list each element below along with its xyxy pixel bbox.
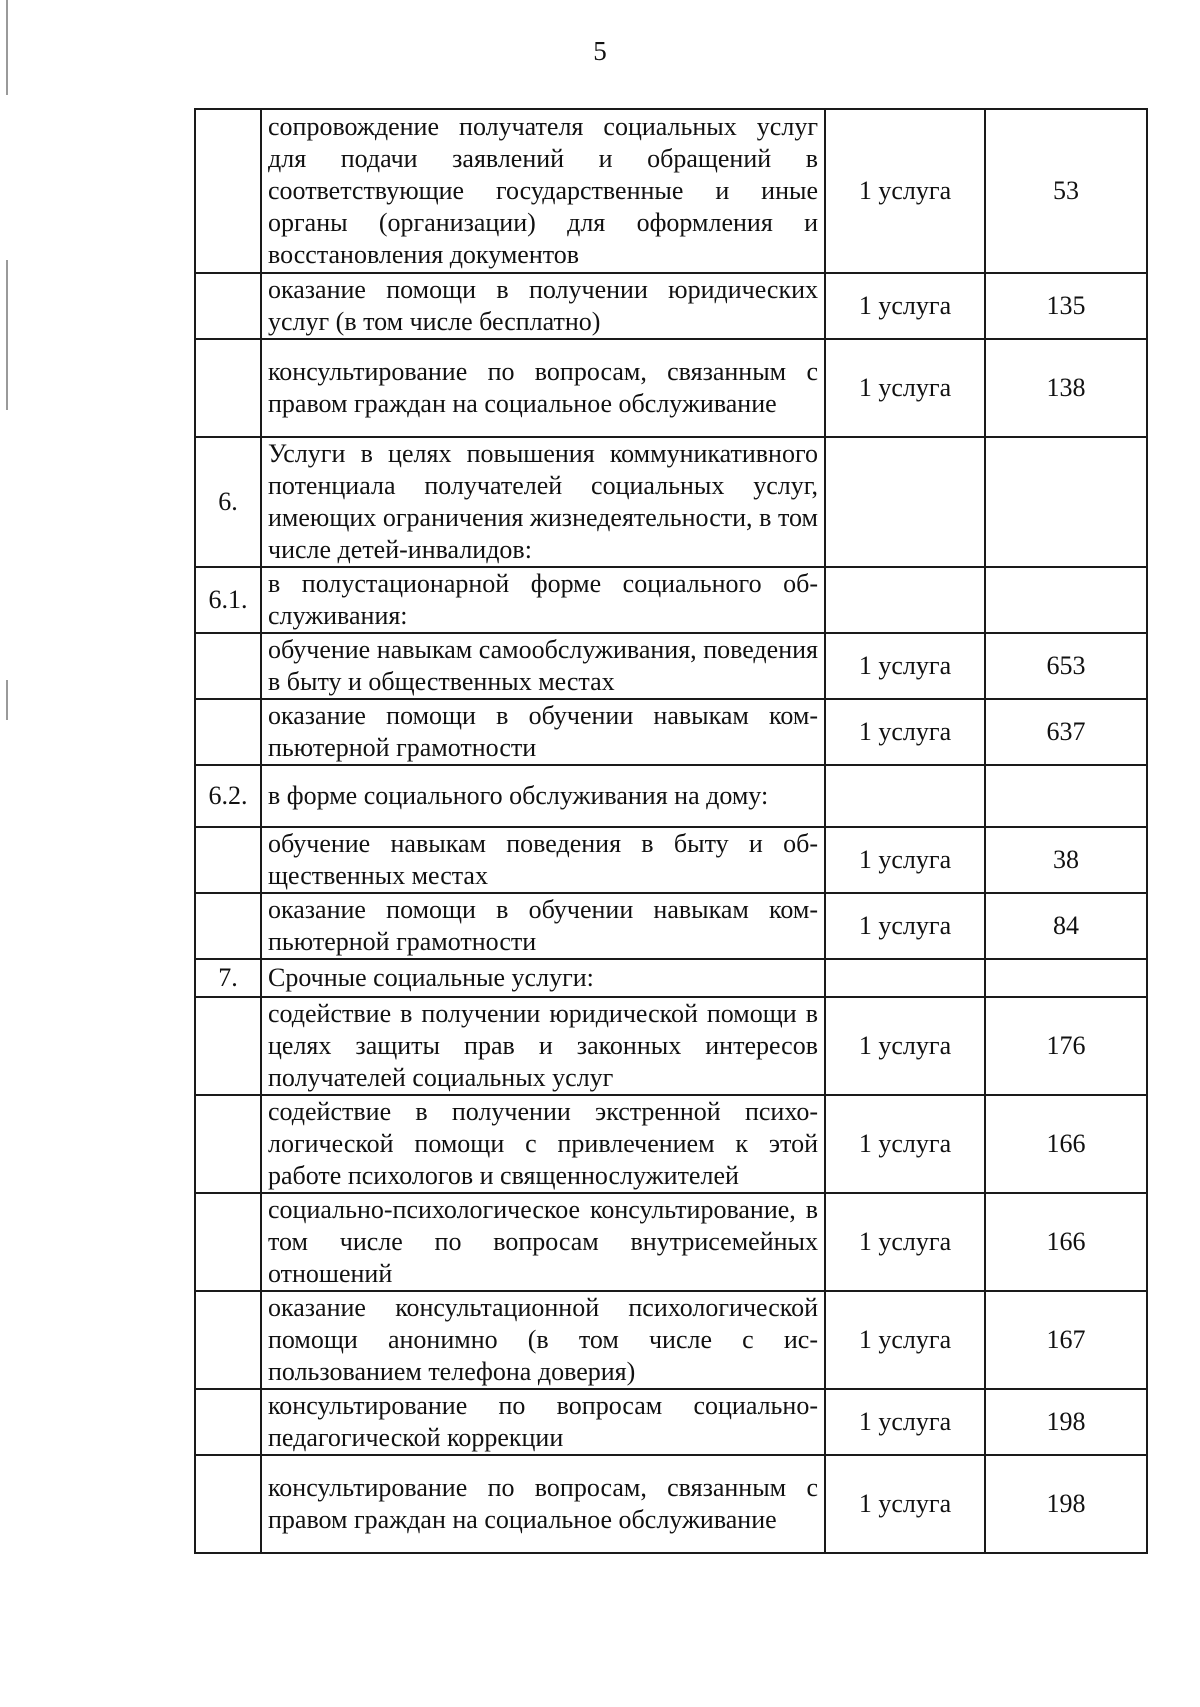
unit-cell: 1 услуга	[825, 699, 985, 765]
unit-cell: 1 услуга	[825, 1389, 985, 1455]
unit-cell: 1 услуга	[825, 339, 985, 437]
unit-cell: 1 услуга	[825, 633, 985, 699]
table-row	[195, 437, 1147, 567]
row-number-cell	[195, 273, 261, 339]
value-cell: 166	[985, 1193, 1147, 1291]
table-row	[195, 339, 1147, 437]
table-row	[195, 959, 1147, 997]
service-description-cell: содействие в получении экстренной психологической помощи с привлечением к этой работе психологов и священнослужителей	[261, 1095, 825, 1193]
value-cell	[985, 437, 1147, 567]
scan-edge-line	[6, 680, 8, 720]
row-number-cell	[195, 827, 261, 893]
row-number-cell: 6.1.	[195, 567, 261, 633]
service-description-cell: сопровождение получателя социальных услуг для подачи заявлений и обращений в соответствующие государственные и иные органы (организации) для оформления и восстановления документов	[261, 109, 825, 273]
unit-cell: 1 услуга	[825, 893, 985, 959]
value-cell	[985, 567, 1147, 633]
unit-cell	[825, 437, 985, 567]
page-number: 5	[593, 36, 607, 66]
row-number-cell	[195, 893, 261, 959]
table-row	[195, 699, 1147, 765]
table-row	[195, 109, 1147, 273]
value-cell: 176	[985, 997, 1147, 1095]
row-number-cell	[195, 1389, 261, 1455]
unit-cell: 1 услуга	[825, 997, 985, 1095]
unit-cell: 1 услуга	[825, 1095, 985, 1193]
value-cell: 653	[985, 633, 1147, 699]
table-row	[195, 273, 1147, 339]
row-number-cell	[195, 1095, 261, 1193]
service-description-cell: консультирование по вопросам социально-педагогической коррекции	[261, 1389, 825, 1455]
value-cell	[985, 959, 1147, 997]
row-number-cell	[195, 633, 261, 699]
row-number-cell	[195, 339, 261, 437]
value-cell	[985, 765, 1147, 827]
unit-cell	[825, 765, 985, 827]
unit-cell: 1 услуга	[825, 1193, 985, 1291]
table-row	[195, 1389, 1147, 1455]
value-cell: 637	[985, 699, 1147, 765]
service-description-cell: Услуги в целях повышения коммуникативного потенциала получателей социальных услуг, имеющих ограничения жизнедеятельности, в том числе детей-инвалидов:	[261, 437, 825, 567]
table-row	[195, 997, 1147, 1095]
value-cell: 38	[985, 827, 1147, 893]
row-number-cell	[195, 699, 261, 765]
service-description-cell: содействие в получении юридической помощи в целях защиты прав и законных интересов получателей социальных услуг	[261, 997, 825, 1095]
service-description-cell: консультирование по вопросам, связанным с правом граждан на социальное обслуживание	[261, 1455, 825, 1553]
row-number-cell	[195, 1291, 261, 1389]
service-description-cell: оказание помощи в обучении навыкам компьютерной грамотности	[261, 699, 825, 765]
table-row	[195, 827, 1147, 893]
service-description-cell: обучение навыкам поведения в быту и общественных местах	[261, 827, 825, 893]
service-description-cell: оказание помощи в обучении навыкам компьютерной грамотности	[261, 893, 825, 959]
service-description-cell: консультирование по вопросам, связанным с правом граждан на социальное обслуживание	[261, 339, 825, 437]
value-cell: 166	[985, 1095, 1147, 1193]
value-cell: 167	[985, 1291, 1147, 1389]
value-cell: 198	[985, 1389, 1147, 1455]
service-description-cell: оказание консультационной психологической помощи анонимно (в том числе с использованием телефона доверия)	[261, 1291, 825, 1389]
value-cell: 53	[985, 109, 1147, 273]
row-number-cell	[195, 997, 261, 1095]
row-number-cell: 6.	[195, 437, 261, 567]
row-number-cell	[195, 1455, 261, 1553]
unit-cell: 1 услуга	[825, 1455, 985, 1553]
unit-cell	[825, 567, 985, 633]
table-row	[195, 1193, 1147, 1291]
value-cell: 138	[985, 339, 1147, 437]
table-row	[195, 567, 1147, 633]
unit-cell: 1 услуга	[825, 109, 985, 273]
unit-cell: 1 услуга	[825, 827, 985, 893]
service-description-cell: оказание помощи в получении юридических услуг (в том числе бесплатно)	[261, 273, 825, 339]
table-row	[195, 1291, 1147, 1389]
row-number-cell	[195, 109, 261, 273]
value-cell: 135	[985, 273, 1147, 339]
value-cell: 84	[985, 893, 1147, 959]
services-table	[194, 108, 1148, 1554]
table-row	[195, 633, 1147, 699]
unit-cell	[825, 959, 985, 997]
service-description-cell: в форме социального обслуживания на дому:	[261, 765, 825, 827]
table-row	[195, 1095, 1147, 1193]
scan-edge-line	[6, 260, 8, 410]
service-description-cell: социально-психологическое консультирование, в том числе по вопросам внутрисемейных отношений	[261, 1193, 825, 1291]
row-number-cell: 7.	[195, 959, 261, 997]
unit-cell: 1 услуга	[825, 273, 985, 339]
service-description-cell: обучение навыкам самообслуживания, поведения в быту и общественных местах	[261, 633, 825, 699]
row-number-cell: 6.2.	[195, 765, 261, 827]
service-description-cell: Срочные социальные услуги:	[261, 959, 825, 997]
service-description-cell: в полустационарной форме социального обслуживания:	[261, 567, 825, 633]
row-number-cell	[195, 1193, 261, 1291]
table-row	[195, 765, 1147, 827]
value-cell: 198	[985, 1455, 1147, 1553]
services-table-body	[195, 109, 1147, 1553]
unit-cell: 1 услуга	[825, 1291, 985, 1389]
table-row	[195, 893, 1147, 959]
table-row	[195, 1455, 1147, 1553]
